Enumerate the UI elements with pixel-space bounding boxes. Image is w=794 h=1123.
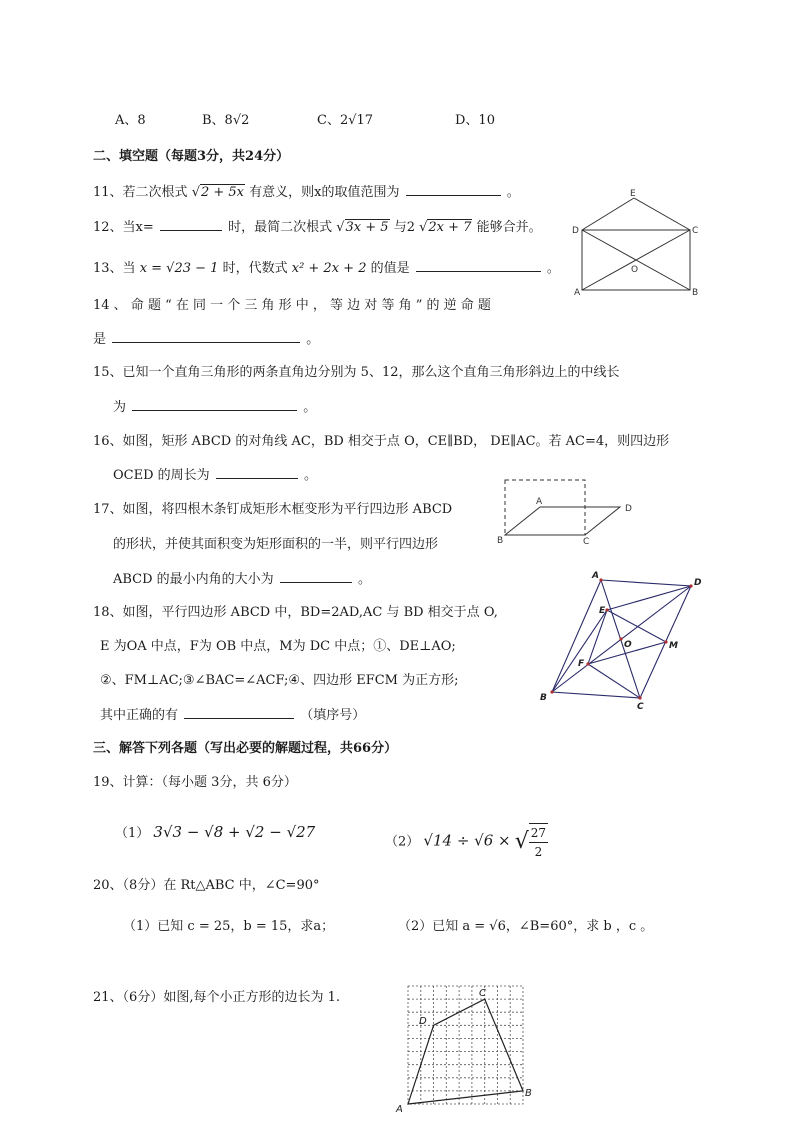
q16-prefix: OCED 的周长为 [113,468,210,483]
q10-option-c[interactable]: C、2√17 [317,113,374,128]
q12-mid: 时，最简二次根式 [228,220,333,235]
q10-option-b[interactable]: B、8√2 [202,113,250,128]
q12-radical-1: √3x + 5 [336,220,389,235]
q15-answer-blank[interactable] [132,398,297,411]
q17-end: 。 [357,572,371,587]
question-20-part2: （2）已知 a = √6，∠B=60°，求 b ，c 。 [398,919,654,934]
fig4-label-c: C [479,988,486,999]
q14-prefix: 是 [93,332,107,347]
fig1-label-d: D [572,226,579,236]
q12-prefix: 12、当x= [93,220,154,235]
question-19-part2: （2） √14 ÷ √6 × √ $\frac{27}{2}$ [385,823,548,861]
q19-p2-label: （2） [385,834,420,850]
question-14-line1: 14 、 命 题 “ 在 同 一 个 三 角 形 中 ， 等 边 对 等 角 ” 的 逆 命 题 [93,298,491,313]
q12-radical-2: √2x + 7 [419,220,472,235]
q14-end: 。 [306,332,320,347]
q17-prefix: ABCD 的最小内角的大小为 [113,572,274,587]
q14-answer-blank[interactable] [112,330,300,343]
q16-answer-blank[interactable] [216,466,298,479]
fig2-label-c: C [583,537,590,547]
figure-frame-parallelogram [495,475,640,547]
q13-mid: 时，代数式 [222,261,288,276]
question-17-line1: 17、如图，将四根木条钉成矩形木框变形为平行四边形 ABCD [93,502,453,517]
q19-p1-expr: 3√3 − √8 + √2 − √27 [153,823,316,841]
fig4-label-d: D [419,1016,427,1027]
fig1-label-a: A [574,288,581,298]
fig1-label-o: O [631,265,639,275]
q19-p2-expr: √14 ÷ √6 × [423,831,511,850]
q13-poly: x² + 2x + 2 [291,261,367,276]
fig3-label-e: E [599,606,606,616]
q16-end: 。 [303,468,317,483]
q12-with: 与2 [393,220,415,235]
q13-suffix: 的值是 [370,261,410,276]
question-15-line1: 15、已知一个直角三角形的两条直角边分别为 5、12，那么这个直角三角形斜边上的中线长 [93,365,620,380]
q19-p1-label: （1） [115,826,150,841]
question-20-part1: （1）已知 c = 25，b = 15，求a； [123,919,335,934]
question-11 [93,183,520,202]
question-16-line1: 16、如图，矩形 ABCD 的对角线 AC，BD 相交于点 O，CE∥BD， DE∥AC。若 AC=4，则四边形 [93,434,670,449]
figure-parallelogram-efcm [535,568,710,713]
fig3-label-b: B [540,693,547,703]
question-17-line3 [113,570,371,589]
question-21-title: 21、（6分）如图,每个小正方形的边长为 1. [93,990,340,1005]
question-14-line2 [93,330,319,349]
q11-answer-blank[interactable] [406,183,501,196]
fig3-label-m: M [669,641,678,651]
fig4-label-a: A [396,1104,403,1115]
q18-answer-blank[interactable] [184,706,294,719]
question-18-line3: ②、FM⊥AC;③∠BAC=∠ACF;④、四边形 EFCM 为正方形; [100,673,459,688]
fig3-label-o: O [624,640,632,650]
fig3-label-a: A [592,571,599,581]
fig3-label-d: D [694,578,702,588]
q10-option-a[interactable]: A、8 [115,113,146,128]
q18-suffix: （填序号） [300,708,366,723]
fig2-label-d: D [625,504,632,514]
q15-end: 。 [303,400,317,415]
q12-answer-blank[interactable] [160,218,222,231]
section-3-title: 三、解答下列各题（写出必要的解题过程，共66分） [93,741,398,756]
figure-rectangle-abcd [570,185,705,300]
q13-prefix: 13、当 [93,261,136,276]
question-19-title: 19、计算：（每小题 3分，共 6分） [93,775,297,790]
question-17-line2: 的形状，并使其面积变为矩形面积的一半，则平行四边形 [113,537,439,552]
figure-grid-quadrilateral [394,982,544,1116]
question-19-part1 [115,823,315,843]
question-16-line2 [113,466,317,485]
fig2-label-b: B [497,536,504,546]
q13-end: 。 [546,261,560,276]
question-18-line2: E 为OA 中点，F为 OB 中点，M为 DC 中点；①、DE⊥AO; [100,639,456,654]
q13-expr: x = √23 − 1 [139,261,219,276]
fig1-label-b: B [692,288,699,298]
question-20-title: 20、（8分）在 Rt△ABC 中，∠C=90° [93,878,320,893]
q11-suffix: 有意义，则x的取值范围为 [249,185,400,200]
q11-prefix: 11、若二次根式 [93,185,188,200]
q15-prefix: 为 [113,400,127,415]
q11-radical: √2 + 5x [191,185,245,200]
section-2-title: 二、填空题（每题3分，共24分） [93,149,290,164]
fig1-label-c: C [692,226,699,236]
q12-suffix: 能够合并。 [476,220,542,235]
question-15-line2 [113,398,316,417]
fig1-label-e: E [630,189,636,199]
fig3-label-c: C [637,702,644,712]
question-12 [93,218,542,237]
q13-answer-blank[interactable] [416,259,541,272]
question-18-line4 [100,706,365,725]
q17-answer-blank[interactable] [280,570,352,583]
fig2-label-a: A [536,497,543,507]
fig4-label-b: B [525,1088,532,1099]
q11-end: 。 [506,185,520,200]
question-13 [93,259,560,278]
question-18-line1: 18、如图，平行四边形 ABCD 中，BD=2AD,AC 与 BD 相交于点 O, [93,605,498,620]
q19-p2-fraction: $\frac{27}{2}$ [529,823,548,861]
fig3-label-f: F [578,659,585,669]
q10-option-d[interactable]: D、10 [455,113,495,128]
q18-prefix: 其中正确的有 [100,708,179,723]
